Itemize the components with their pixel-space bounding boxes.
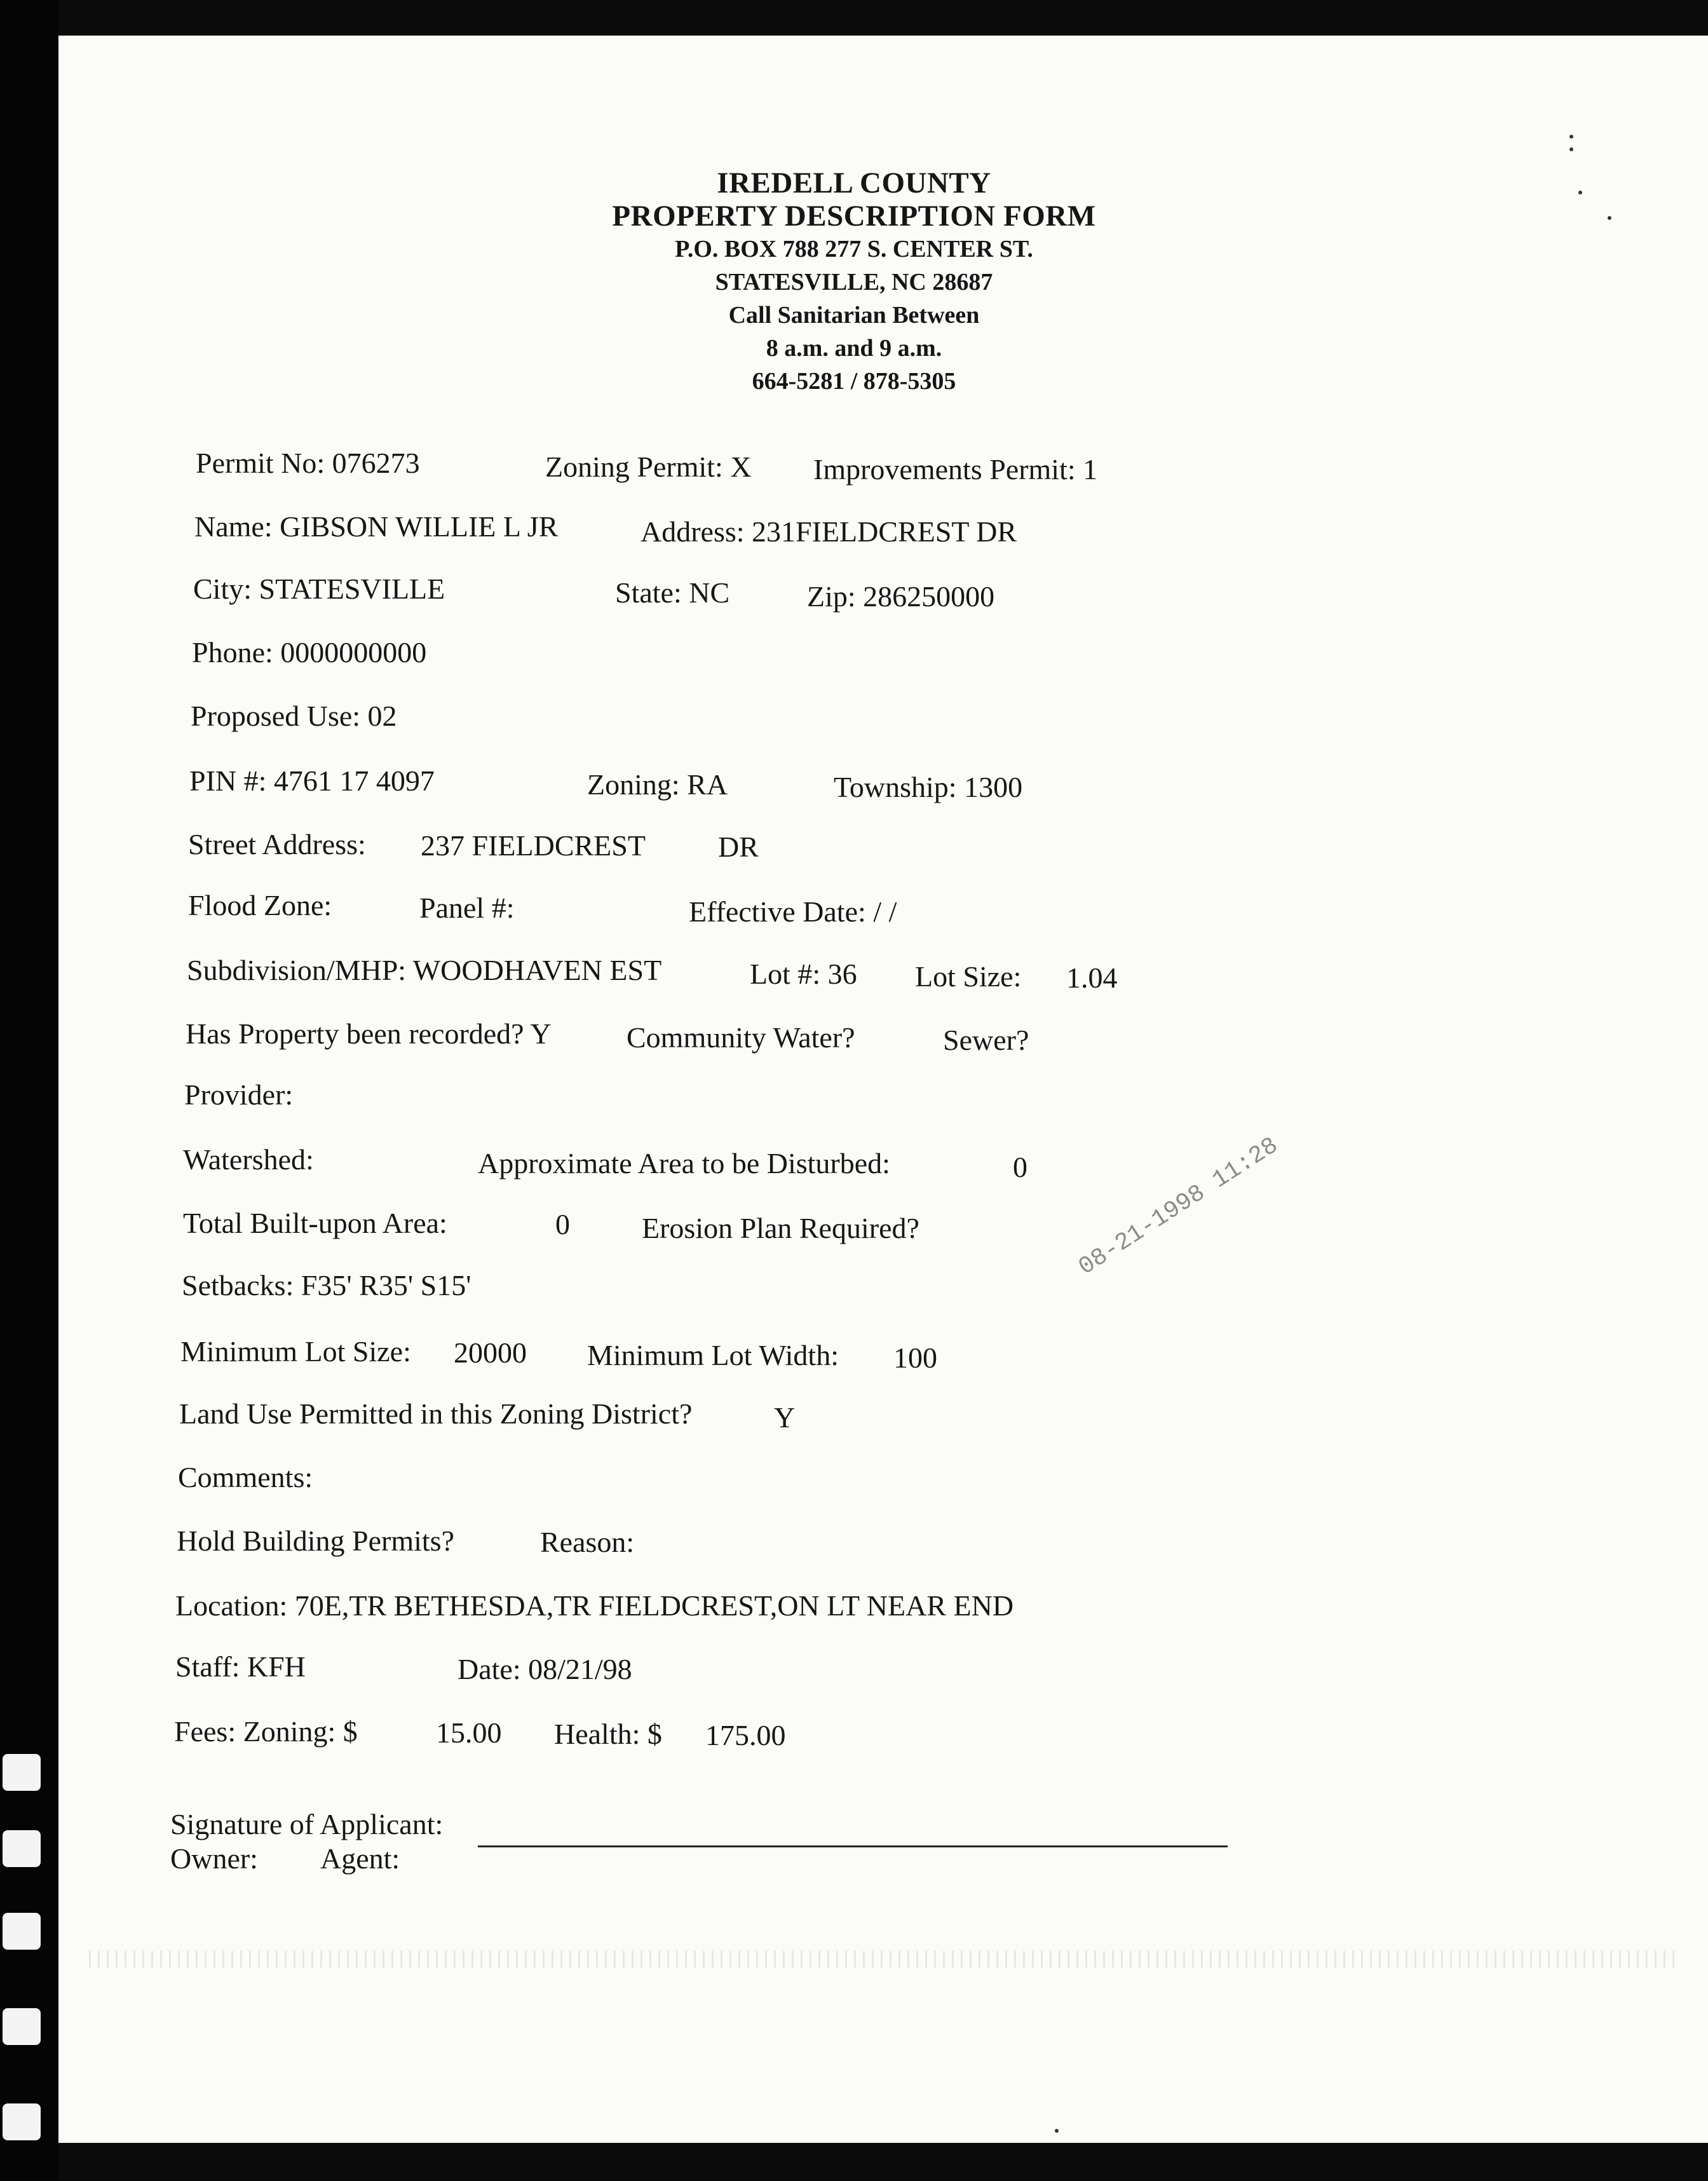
fees-zoning-cell [174, 1713, 358, 1750]
lot-number-cell [750, 956, 857, 993]
signature-cell [170, 1806, 443, 1843]
applicant-address: Address: 231FIELDCREST DR [640, 515, 1017, 548]
land-use-value-cell [774, 1399, 795, 1436]
city-cell [193, 571, 445, 608]
community-water: Community Water? [627, 1021, 855, 1054]
scan-speck [1569, 135, 1573, 139]
township-cell [834, 769, 1022, 806]
min-lot-width-label: Minimum Lot Width: [587, 1339, 839, 1371]
signature-label: Signature of Applicant: [170, 1808, 444, 1840]
approx-area-cell [478, 1145, 890, 1182]
fees-health-value: 175.00 [705, 1719, 786, 1751]
watershed-cell [183, 1141, 314, 1178]
land-use-label: Land Use Permitted in this Zoning District? [179, 1397, 693, 1430]
scan-speck [1055, 2129, 1059, 2133]
approx-area-value: 0 [1013, 1151, 1027, 1183]
property-recorded: Has Property been recorded? Y [186, 1017, 552, 1050]
zoning-cell [587, 766, 728, 803]
form-title: PROPERTY DESCRIPTION FORM [612, 200, 1096, 233]
erosion-plan: Erosion Plan Required? [642, 1212, 919, 1244]
min-lot-width-value-cell [893, 1340, 937, 1376]
proposed-use-cell [191, 698, 397, 735]
reason: Reason: [540, 1526, 635, 1558]
form-header [0, 166, 1708, 398]
zoning-permit-cell [545, 449, 752, 486]
built-upon-label: Total Built-upon Area: [183, 1207, 447, 1239]
min-lot-size-label: Minimum Lot Size: [180, 1335, 411, 1368]
date-cell [458, 1651, 632, 1688]
provider: Provider: [184, 1078, 294, 1111]
call-hours: 8 a.m. and 9 a.m. [766, 335, 942, 362]
built-upon-value-cell [555, 1206, 570, 1243]
scan-speck [1608, 216, 1611, 220]
agent-cell [320, 1840, 400, 1877]
address-cell [640, 513, 1017, 550]
state-cell [615, 574, 729, 611]
lot-size-label: Lot Size: [915, 960, 1022, 993]
street-address-label: Street Address: [188, 828, 366, 860]
scan-edge-marks [0, 1729, 58, 2173]
effective-date-cell [689, 893, 897, 930]
fees-health-value-cell [705, 1717, 786, 1754]
flood-zone: Flood Zone: [188, 889, 332, 921]
lot-size-cell [915, 958, 1021, 995]
sewer: Sewer? [943, 1024, 1029, 1056]
lot-size-value: 1.04 [1066, 961, 1118, 994]
scan-noise-strip [89, 1951, 1678, 1967]
watershed: Watershed: [183, 1143, 314, 1176]
phone-cell [192, 634, 426, 671]
city-line: STATESVILLE, NC 28687 [715, 269, 993, 296]
pin-cell [189, 763, 435, 799]
recorded-cell [186, 1016, 552, 1052]
improvements-permit: Improvements Permit: 1 [813, 453, 1098, 486]
erosion-cell [642, 1210, 919, 1247]
approx-area-value-cell [1013, 1149, 1027, 1186]
location: Location: 70E,TR BETHESDA,TR FIELDCREST,ON LT NEAR END [175, 1589, 1014, 1622]
min-lot-size-value-cell [454, 1335, 527, 1371]
proposed-use: Proposed Use: 02 [191, 700, 397, 732]
sewer-cell [943, 1022, 1029, 1059]
phone-numbers: 664-5281 / 878-5305 [752, 368, 956, 395]
owner: Owner: [170, 1842, 258, 1875]
permit-row [196, 445, 420, 482]
county-title: IREDELL COUNTY [717, 166, 991, 200]
fees-health-label: Health: $ [554, 1718, 662, 1750]
land-use-value: Y [774, 1401, 796, 1434]
zoning-permit: Zoning Permit: X [545, 451, 752, 483]
comments-cell [178, 1459, 313, 1496]
permit-no: Permit No: 076273 [196, 447, 420, 479]
min-lot-width-cell [587, 1337, 839, 1374]
zip-cell [807, 578, 994, 615]
comments: Comments: [178, 1461, 313, 1493]
flood-zone-cell [188, 887, 332, 924]
hold-building-permits: Hold Building Permits? [177, 1525, 454, 1557]
effective-date: Effective Date: / / [689, 895, 897, 928]
subdivision: Subdivision/MHP: WOODHAVEN EST [187, 954, 662, 986]
street-address-cell [188, 826, 366, 863]
street-suffix-cell [718, 829, 759, 866]
min-lot-size-cell [180, 1333, 411, 1370]
setbacks: Setbacks: F35' R35' S15' [182, 1269, 471, 1301]
po-box: P.O. BOX 788 277 S. CENTER ST. [675, 236, 1033, 262]
land-use-cell [179, 1396, 692, 1432]
date-stamp: 08-21-1998 11:28 [1074, 1132, 1284, 1282]
built-upon-cell [183, 1205, 447, 1242]
name-cell [194, 508, 558, 545]
approx-area-label: Approximate Area to be Disturbed: [478, 1147, 890, 1179]
subdivision-cell [187, 952, 661, 989]
setbacks-cell [182, 1267, 471, 1304]
date: Date: 08/21/98 [458, 1653, 632, 1685]
applicant-name: Name: GIBSON WILLIE L JR [194, 510, 559, 543]
call-sanitarian: Call Sanitarian Between [728, 302, 980, 329]
fees-zoning-label: Fees: Zoning: $ [174, 1715, 358, 1748]
hold-permits-cell [177, 1523, 454, 1559]
street-value-cell [421, 827, 646, 864]
zoning: Zoning: RA [587, 768, 728, 801]
min-lot-width-value: 100 [893, 1342, 937, 1374]
zip: Zip: 286250000 [807, 580, 995, 613]
city: City: STATESVILLE [193, 573, 445, 605]
min-lot-size-value: 20000 [454, 1336, 527, 1369]
community-water-cell [627, 1019, 855, 1056]
agent: Agent: [320, 1842, 400, 1875]
owner-cell [170, 1840, 258, 1877]
scan-speck [1569, 147, 1573, 151]
provider-cell [184, 1077, 293, 1113]
improvements-permit-cell [813, 451, 1097, 488]
state: State: NC [615, 576, 730, 609]
fees-zoning-value: 15.00 [436, 1716, 502, 1749]
street-address-value: 237 FIELDCREST [421, 829, 646, 862]
phone: Phone: 0000000000 [192, 636, 427, 669]
panel-cell [419, 890, 514, 927]
fees-zoning-value-cell [436, 1715, 502, 1751]
street-suffix: DR [718, 831, 759, 863]
lot-size-value-cell [1066, 960, 1118, 996]
panel-number: Panel #: [419, 892, 515, 924]
built-upon-value: 0 [555, 1208, 570, 1240]
township: Township: 1300 [834, 771, 1023, 803]
fees-health-cell [554, 1716, 662, 1753]
staff: Staff: KFH [175, 1650, 306, 1683]
lot-number: Lot #: 36 [750, 958, 857, 990]
scan-speck [1578, 191, 1582, 194]
reason-cell [540, 1524, 634, 1561]
pin-number: PIN #: 4761 17 4097 [189, 764, 435, 797]
staff-cell [175, 1648, 306, 1685]
signature-line [478, 1845, 1228, 1847]
location-cell [175, 1587, 1013, 1624]
